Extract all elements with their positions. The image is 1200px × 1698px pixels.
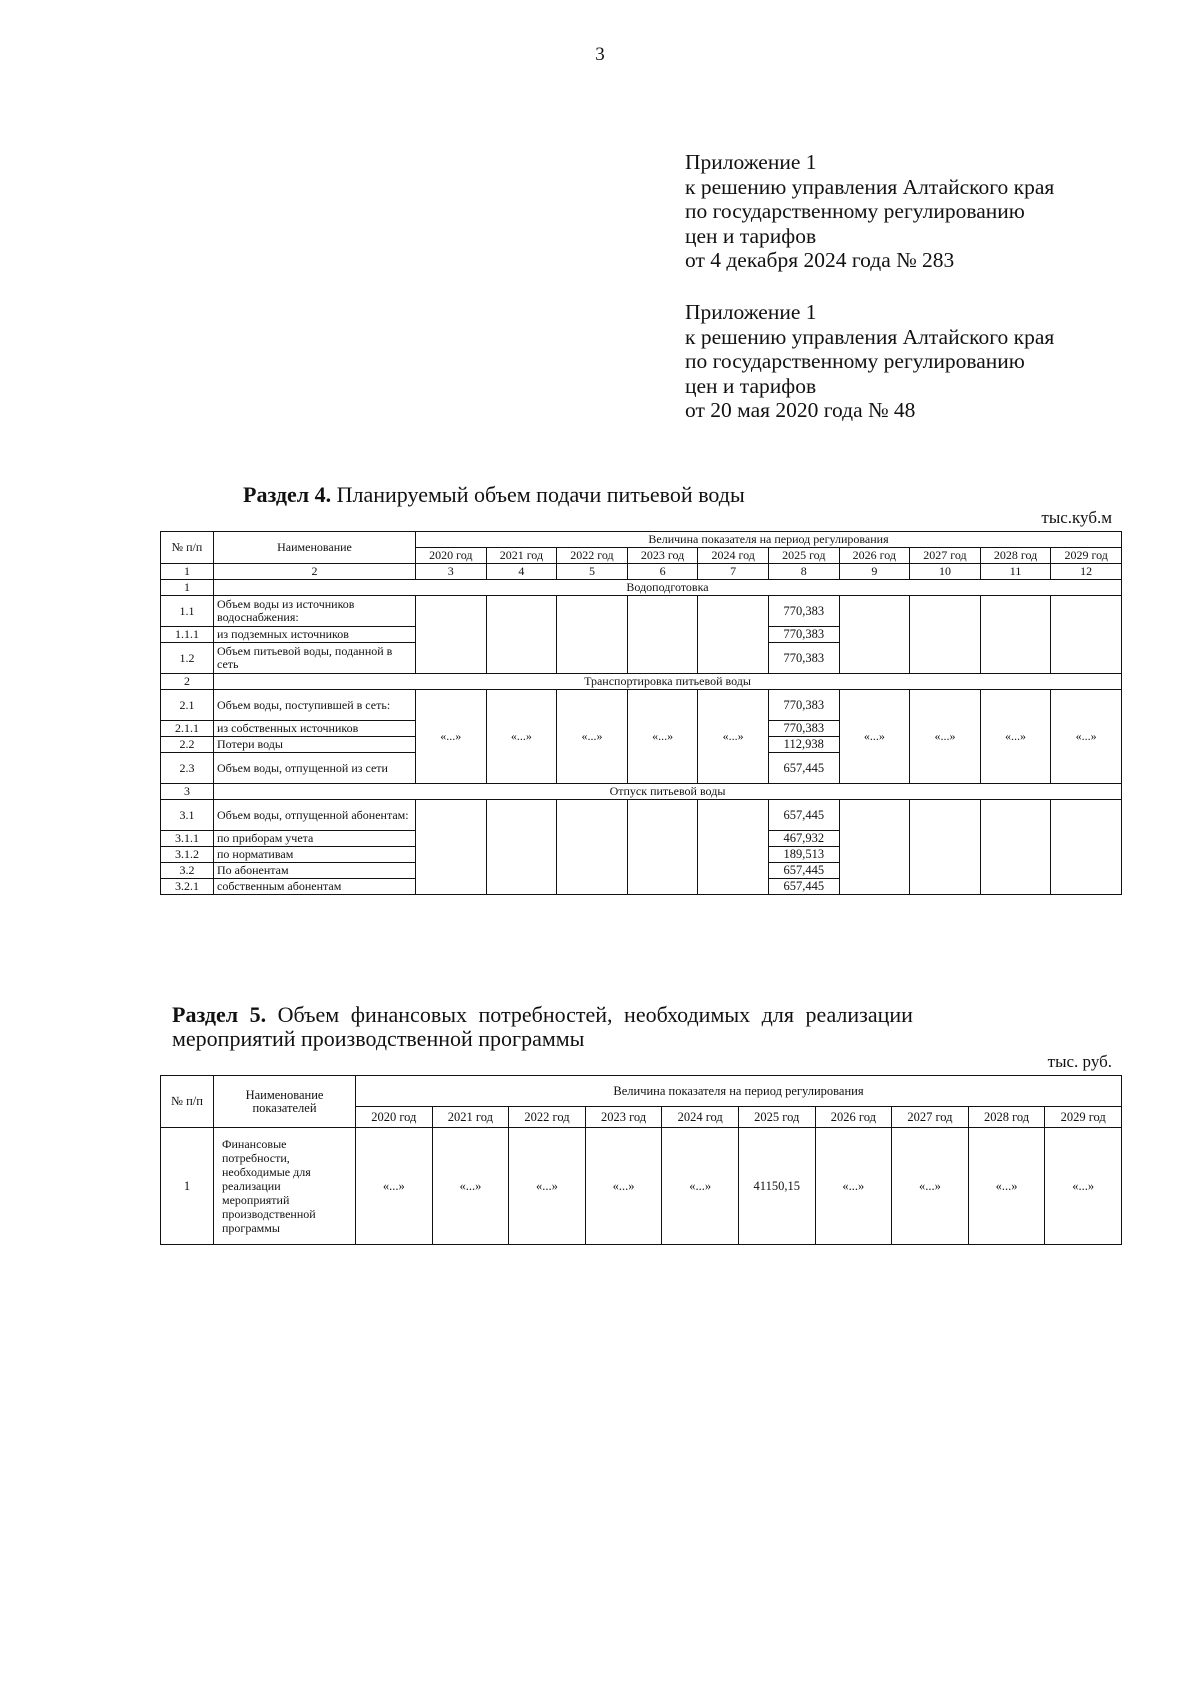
row-name: Потери воды — [214, 737, 416, 753]
value-cell: «...» — [1045, 1128, 1122, 1245]
ellipsis-cell: «...» — [910, 690, 981, 784]
row-num: 1.1.1 — [161, 627, 214, 643]
value-2025: 770,383 — [768, 721, 839, 737]
value-2025: 657,445 — [768, 879, 839, 895]
appendix-line: от 4 декабря 2024 года № 283 — [685, 248, 955, 272]
group-row — [161, 674, 1122, 690]
column-numbers-row — [161, 564, 1122, 580]
value-2025: 770,383 — [768, 627, 839, 643]
row-num: 2.1.1 — [161, 721, 214, 737]
appendix-header-current — [685, 150, 1054, 273]
col-header-period: Величина показателя на период регулирования — [356, 1076, 1122, 1107]
year-header: 2029 год — [1051, 548, 1122, 564]
column-number: 6 — [627, 564, 698, 580]
row-num: 3.2.1 — [161, 879, 214, 895]
section5-title-line1 — [172, 1003, 1112, 1027]
row-name: Объем воды, поступившей в сеть: — [214, 690, 416, 721]
group-title: Отпуск питьевой воды — [214, 784, 1122, 800]
appendix-line: к решению управления Алтайского края — [685, 174, 1055, 199]
value-2025: 467,932 — [768, 831, 839, 847]
year-header: 2020 год — [416, 548, 487, 564]
year-header: 2022 год — [557, 548, 628, 564]
row-num: 1.1 — [161, 596, 214, 627]
value-cell: «...» — [509, 1128, 586, 1245]
year-header: 2021 год — [432, 1107, 509, 1128]
section5-unit: тыс. руб. — [1047, 1052, 1112, 1071]
value-cell: «...» — [662, 1128, 739, 1245]
year-header: 2025 год — [768, 548, 839, 564]
row-name: Объем воды из источников водоснабжения: — [214, 596, 416, 627]
year-header: 2024 год — [662, 1107, 739, 1128]
table-header-row — [161, 532, 1122, 548]
year-header: 2026 год — [815, 1107, 892, 1128]
table-row — [161, 690, 1122, 721]
row-name: из собственных источников — [214, 721, 416, 737]
ellipsis-cell: «...» — [557, 690, 628, 784]
row-name: по приборам учета — [214, 831, 416, 847]
year-header: 2028 год — [980, 548, 1051, 564]
group-num: 2 — [161, 674, 214, 690]
column-number: 12 — [1051, 564, 1122, 580]
section5-title-label: Раздел 5. — [172, 1002, 267, 1027]
section4-title-text: Планируемый объем подачи питьевой воды — [331, 482, 745, 507]
row-name: По абонентам — [214, 863, 416, 879]
value-cell: «...» — [892, 1128, 969, 1245]
appendix-line: к решению управления Алтайского края — [685, 324, 1055, 349]
value-2025: 770,383 — [768, 596, 839, 627]
year-header: 2020 год — [356, 1107, 433, 1128]
value-2025: 770,383 — [768, 643, 839, 674]
value-2025: 189,513 — [768, 847, 839, 863]
year-header: 2025 год — [738, 1107, 815, 1128]
appendix-line: от 20 мая 2020 года № 48 — [685, 398, 916, 422]
ellipsis-cell: «...» — [486, 690, 557, 784]
row-num: 1.2 — [161, 643, 214, 674]
year-header: 2027 год — [910, 548, 981, 564]
row-num: 3.1.1 — [161, 831, 214, 847]
section4-unit: тыс.куб.м — [1041, 508, 1112, 527]
column-number: 7 — [698, 564, 769, 580]
ellipsis-cell: «...» — [980, 690, 1051, 784]
row-num: 2.3 — [161, 753, 214, 784]
ellipsis-cell: «...» — [839, 690, 910, 784]
value-cell: 41150,15 — [738, 1128, 815, 1245]
appendix-header-original — [685, 300, 1054, 423]
column-number: 8 — [768, 564, 839, 580]
row-name: собственным абонентам — [214, 879, 416, 895]
value-cell: «...» — [356, 1128, 433, 1245]
row-name: Финансовые потребности, необходимые для реализации мероприятий производственной программы — [214, 1128, 356, 1245]
col-header-period: Величина показателя на период регулирования — [416, 532, 1122, 548]
row-name: Объем воды, отпущенной абонентам: — [214, 800, 416, 831]
group-num: 3 — [161, 784, 214, 800]
row-num: 3.1 — [161, 800, 214, 831]
table-row — [161, 800, 1122, 831]
year-header: 2026 год — [839, 548, 910, 564]
appendix-line: Приложение 1 — [685, 300, 817, 324]
value-2025: 770,383 — [768, 690, 839, 721]
column-number: 10 — [910, 564, 981, 580]
col-header-name: Наименование показателей — [214, 1076, 356, 1128]
row-num: 1 — [161, 1128, 214, 1245]
column-number: 4 — [486, 564, 557, 580]
row-name: Объем питьевой воды, поданной в сеть — [214, 643, 416, 674]
group-title: Транспортировка питьевой воды — [214, 674, 1122, 690]
row-num: 3.2 — [161, 863, 214, 879]
column-number: 9 — [839, 564, 910, 580]
group-row — [161, 784, 1122, 800]
value-cell: «...» — [968, 1128, 1045, 1245]
column-number: 3 — [416, 564, 487, 580]
row-num: 3.1.2 — [161, 847, 214, 863]
row-name: Объем воды, отпущенной из сети — [214, 753, 416, 784]
col-header-num: № п/п — [161, 1076, 214, 1128]
ellipsis-cell: «...» — [416, 690, 487, 784]
appendix-line: цен и тарифов — [685, 223, 817, 248]
value-cell: «...» — [815, 1128, 892, 1245]
row-name: по нормативам — [214, 847, 416, 863]
row-num: 2.2 — [161, 737, 214, 753]
section5-title-line2: мероприятий производственной программы — [172, 1026, 585, 1051]
appendix-line: по государственному регулированию — [685, 199, 1025, 223]
column-number: 2 — [214, 564, 416, 580]
year-header: 2024 год — [698, 548, 769, 564]
page-number: 3 — [595, 44, 605, 65]
year-header: 2023 год — [585, 1107, 662, 1128]
appendix-line: цен и тарифов — [685, 373, 817, 398]
table-row — [161, 596, 1122, 627]
year-header: 2029 год — [1045, 1107, 1122, 1128]
year-header: 2023 год — [627, 548, 698, 564]
year-header: 2027 год — [892, 1107, 969, 1128]
value-cell: «...» — [585, 1128, 662, 1245]
appendix-line: по государственному регулированию — [685, 349, 1025, 373]
group-num: 1 — [161, 580, 214, 596]
row-name: из подземных источников — [214, 627, 416, 643]
column-number: 5 — [557, 564, 628, 580]
row-num: 2.1 — [161, 690, 214, 721]
value-2025: 657,445 — [768, 800, 839, 831]
value-2025: 657,445 — [768, 863, 839, 879]
ellipsis-cell: «...» — [627, 690, 698, 784]
table-row — [161, 1128, 1122, 1245]
section5-title — [172, 1003, 1112, 1051]
ellipsis-cell: «...» — [698, 690, 769, 784]
year-header: 2028 год — [968, 1107, 1045, 1128]
appendix-line: Приложение 1 — [685, 150, 817, 174]
column-number: 1 — [161, 564, 214, 580]
column-number: 11 — [980, 564, 1051, 580]
year-header: 2021 год — [486, 548, 557, 564]
ellipsis-cell: «...» — [1051, 690, 1122, 784]
section5-title-text: Объем финансовых потребностей, необходимых для реализации — [266, 1002, 913, 1027]
group-title: Водоподготовка — [214, 580, 1122, 596]
value-2025: 112,938 — [768, 737, 839, 753]
financial-needs-table — [160, 1075, 1122, 1245]
table-header-row — [161, 1076, 1122, 1107]
value-cell: «...» — [432, 1128, 509, 1245]
water-supply-table — [160, 531, 1122, 895]
year-header: 2022 год — [509, 1107, 586, 1128]
col-header-name: Наименование — [214, 532, 416, 564]
section4-title — [243, 482, 745, 508]
group-row — [161, 580, 1122, 596]
value-2025: 657,445 — [768, 753, 839, 784]
col-header-num: № п/п — [161, 532, 214, 564]
section4-title-label: Раздел 4. — [243, 482, 332, 507]
